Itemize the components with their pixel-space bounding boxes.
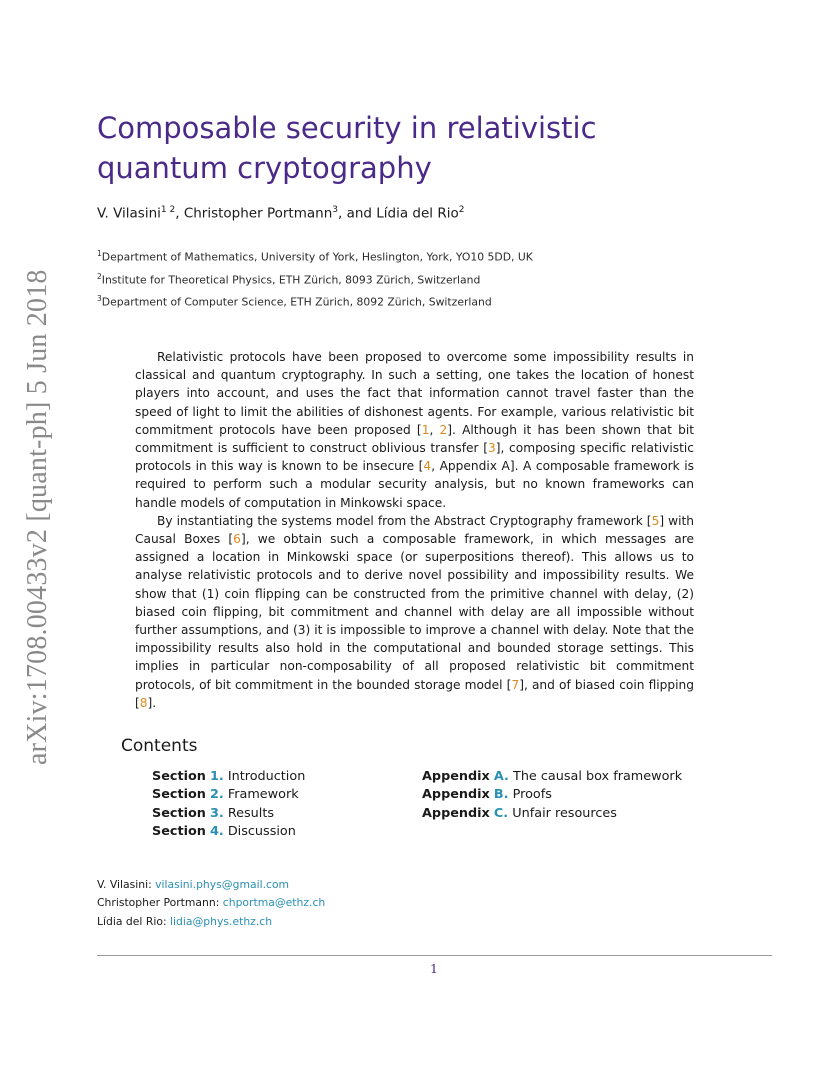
toc-entry-kind: Section: [152, 787, 206, 803]
contact-list: [97, 876, 325, 931]
email-link[interactable]: chportma@ethz.ch: [222, 896, 326, 910]
arxiv-identifier-stamp: arXiv:1708.00433v2 [quant-ph] 5 Jun 2018: [22, 269, 53, 765]
toc-entry[interactable]: [422, 768, 682, 786]
abstract-text: ,: [429, 422, 440, 437]
author-affiliation-mark: 1 2: [160, 205, 176, 215]
toc-entry-number[interactable]: B.: [493, 787, 509, 803]
page-number: 1: [430, 961, 438, 976]
affiliation-mark: 3: [97, 294, 102, 304]
title-line-1: Composable security in relativistic: [97, 111, 597, 145]
toc-entry-kind: Section: [152, 824, 206, 840]
citation-link[interactable]: 5: [651, 513, 660, 528]
contact-name: V. Vilasini:: [97, 878, 152, 891]
abstract-text: ] with Causal Boxes [: [135, 513, 694, 547]
abstract-text: ], composing specific relativistic protocols in this way is known to be insecure [: [135, 441, 694, 474]
contents-heading: Contents: [121, 736, 198, 756]
author-list: [97, 205, 464, 222]
abstract-paragraph: [135, 348, 694, 512]
contact-name: Christopher Portmann:: [97, 896, 220, 910]
citation-link[interactable]: 4: [423, 459, 432, 474]
abstract-paragraph: [135, 512, 694, 712]
affiliation-text: Institute for Theoretical Physics, ETH Zürich, 8093 Zürich, Switzerland: [101, 273, 481, 287]
toc-entry-kind: Section: [152, 805, 206, 821]
toc-entry-title: Introduction: [227, 769, 306, 784]
toc-entry-kind: Section: [152, 769, 206, 784]
author-separator: , and: [338, 205, 377, 222]
toc-entry-number[interactable]: 3.: [209, 805, 224, 821]
toc-entry-kind: Appendix: [422, 805, 490, 821]
toc-entry-number[interactable]: A.: [493, 769, 509, 784]
author-affiliation-mark: 2: [458, 205, 465, 215]
abstract-text: ]. Although it has been shown that bit commitment is sufficient to construct oblivious transfer [: [135, 422, 694, 456]
toc-sections: [152, 768, 305, 842]
citation-link[interactable]: 2: [439, 422, 448, 437]
citation-link[interactable]: 3: [487, 441, 496, 456]
affiliation-list: [97, 244, 533, 312]
toc-entry-title: Results: [227, 805, 275, 821]
toc-entry-kind: Appendix: [422, 787, 490, 803]
toc-entry-number[interactable]: 1.: [209, 769, 224, 784]
abstract-text: Relativistic protocols have been proposed to overcome some impossibility results in classical and quantum cryptography. In such a setting, one takes the location of honest players into account, and uses the fact that information cannot travel faster than the speed of light to limit the abilities of dishonest agents. For example, various relativistic bit commitment protocols have been proposed [: [135, 350, 694, 437]
contact-item: [97, 894, 325, 912]
toc-entry[interactable]: [152, 805, 305, 823]
contact-item: [97, 913, 325, 931]
affiliation-mark: 1: [97, 249, 102, 258]
citation-link[interactable]: 8: [139, 695, 148, 710]
toc-entry-kind: Appendix: [422, 769, 490, 784]
citation-link[interactable]: 6: [233, 532, 241, 547]
contact-name: Lídia del Rio:: [97, 914, 167, 928]
contact-item: [97, 876, 325, 894]
affiliation-mark: 2: [97, 271, 102, 281]
author-name: Lídia del Rio: [376, 205, 459, 222]
affiliation-item: [97, 244, 533, 267]
toc-entry-title: Unfair resources: [512, 805, 617, 821]
email-link[interactable]: lidia@phys.ethz.ch: [170, 914, 273, 928]
toc-entry-number[interactable]: 2.: [209, 787, 224, 803]
affiliation-item: [97, 267, 533, 290]
toc-entry-title: Framework: [227, 787, 299, 803]
toc-entry-title: Proofs: [512, 787, 552, 803]
toc-entry[interactable]: [152, 823, 305, 841]
author-name: Christopher Portmann: [183, 205, 333, 222]
citation-link[interactable]: 1: [421, 422, 430, 437]
footer-divider: [97, 955, 772, 956]
citation-link[interactable]: 7: [511, 677, 520, 692]
abstract-text: ], we obtain such a composable framework, in which messages are assigned a location in Minkowski space (or superpositions thereof). This allows us to analyse relativistic protocols and to derive novel possibility and impossibility results. We show that (1) coin flipping can be constructed from the primitive channel with delay, (2) biased coin flipping, bit commitment and channel with delay are all impossible without further assumptions, and (3) it is impossible to improve a channel with delay. Note that the impossibility results also hold in the computational and bounded storage settings. This implies in particular non-composability of all proposed relativistic bit commitment protocols, of bit commitment in the bounded storage model [: [135, 532, 695, 692]
affiliation-text: Department of Mathematics, University of York, Heslington, York, YO10 5DD, UK: [101, 250, 533, 264]
author-separator: ,: [175, 205, 184, 222]
toc-entry-title: Discussion: [227, 824, 296, 840]
email-link[interactable]: vilasini.phys@gmail.com: [155, 878, 290, 891]
author-affiliation-mark: 3: [332, 205, 338, 215]
toc-entry[interactable]: [422, 786, 682, 804]
affiliation-text: Department of Computer Science, ETH Zürich, 8092 Zürich, Switzerland: [101, 295, 492, 309]
toc-entry[interactable]: [152, 768, 305, 786]
abstract-text: By instantiating the systems model from the Abstract Cryptography framework [: [157, 513, 652, 528]
toc-entry[interactable]: [422, 805, 682, 823]
toc-entry-title: The causal box framework: [513, 769, 683, 784]
abstract-text: ].: [147, 695, 157, 710]
toc-entry-number[interactable]: C.: [493, 805, 509, 821]
toc-appendices: [422, 768, 682, 823]
paper-title: [97, 108, 717, 188]
abstract-text: ], and of biased coin flipping [: [135, 677, 694, 710]
abstract: [135, 348, 694, 712]
toc-entry[interactable]: [152, 786, 305, 804]
abstract-text: , Appendix A]. A composable framework is required to perform such a modular security analysis, but no known frameworks can handle models of computation in Minkowski space.: [135, 459, 694, 510]
affiliation-item: [97, 289, 533, 312]
author-name: V. Vilasini: [97, 205, 161, 222]
toc-entry-number[interactable]: 4.: [209, 824, 224, 840]
title-line-2: quantum cryptography: [97, 151, 432, 185]
